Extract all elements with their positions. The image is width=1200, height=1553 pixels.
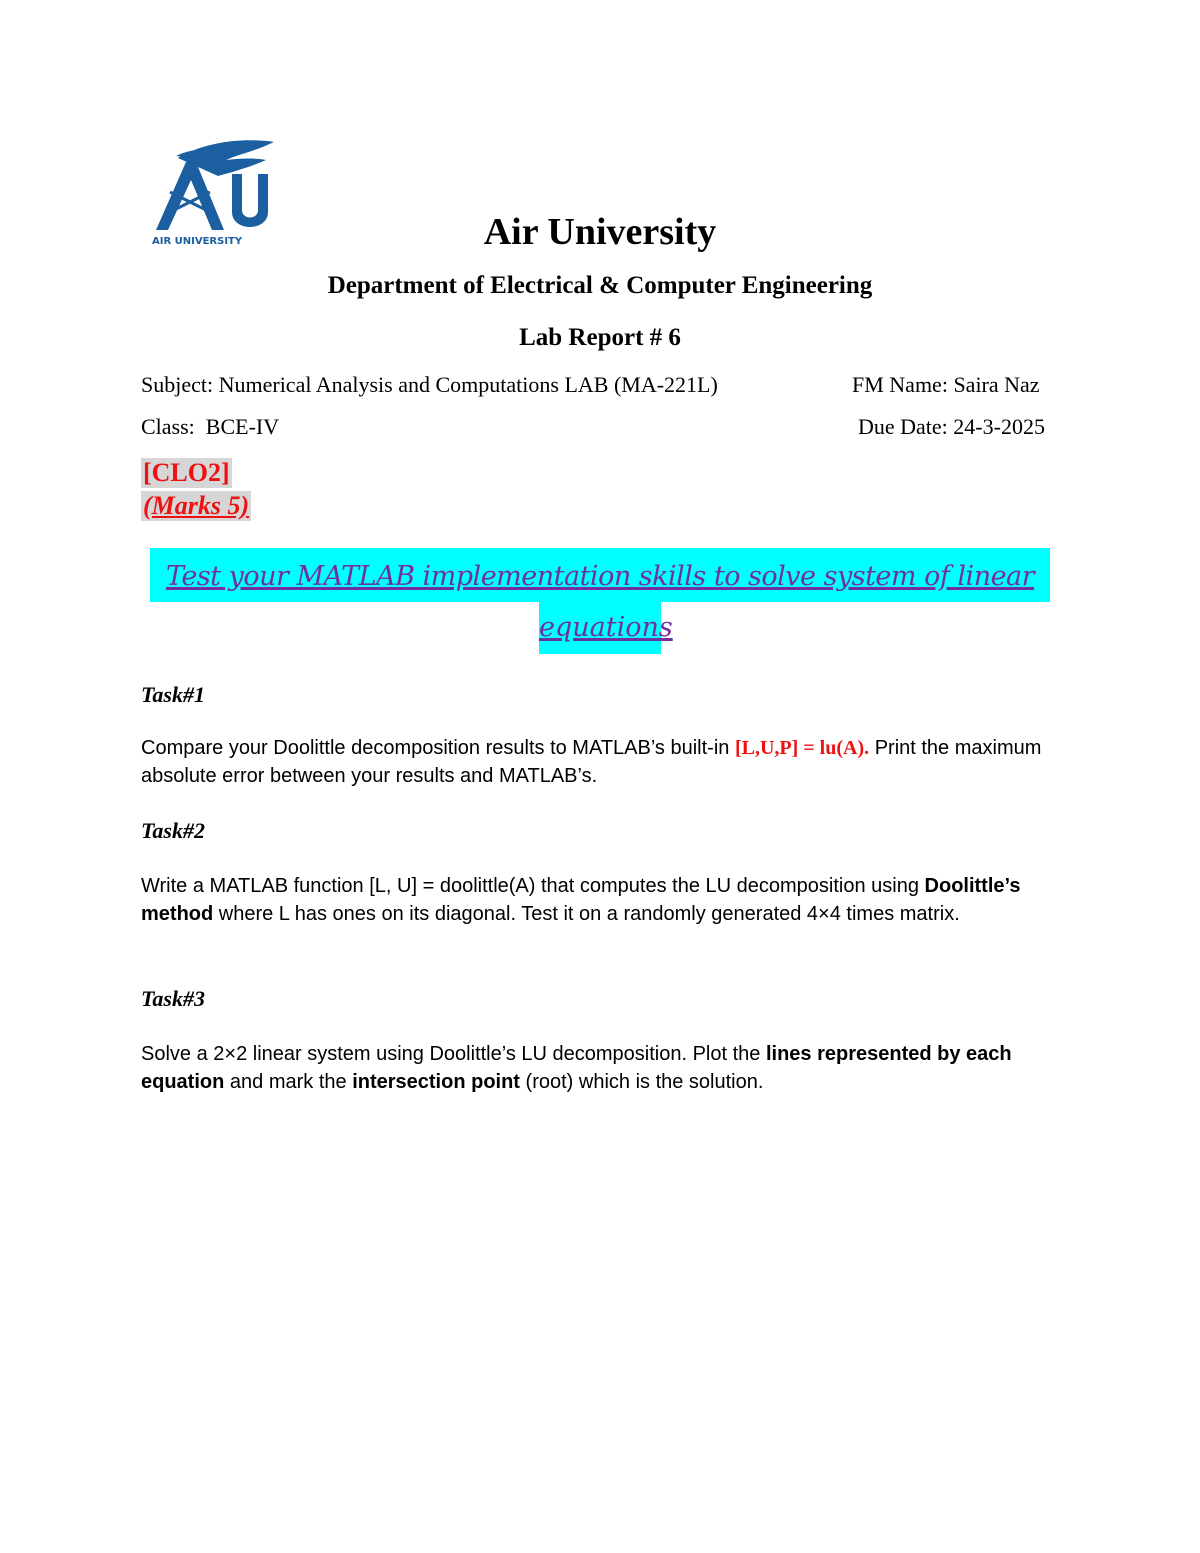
task-3-title: Task#3 bbox=[141, 986, 205, 1011]
due-date: Due Date: 24-3-2025 bbox=[858, 414, 1045, 439]
task-2-text-b: where L has ones on its diagonal. Test it on a randomly generated 4×4 times matrix. bbox=[213, 903, 960, 925]
task-2-bold-method: Doolittle’s method bbox=[141, 875, 1021, 925]
task-2-description bbox=[141, 872, 1066, 928]
task-2-text-a: Write a MATLAB function [L, U] = doolittle(A) that computes the LU decomposition using bbox=[141, 875, 925, 897]
clo-label: [CLO2] bbox=[143, 458, 230, 487]
task-1-code: [L,U,P] = lu(A). bbox=[734, 737, 870, 759]
task-3-text-b: and mark the bbox=[224, 1071, 353, 1093]
task-3-description bbox=[141, 1040, 1066, 1096]
faculty-name: FM Name: Saira Naz bbox=[852, 372, 1040, 397]
task-3-bold-lines: lines represented by each equation bbox=[141, 1043, 1012, 1093]
task-1-text-b: Print the maximum absolute error between your results and MATLAB’s. bbox=[141, 737, 1042, 787]
logo-text: AIR UNIVERSITY bbox=[152, 236, 243, 247]
task-3-text-c: (root) which is the solution. bbox=[519, 1071, 764, 1093]
class-line: Class: BCE-IV bbox=[141, 414, 280, 439]
lab-report-title: Lab Report # 6 bbox=[519, 324, 681, 351]
banner-title-line1: Test your MATLAB implementation skills to solve system of linear bbox=[150, 548, 1050, 602]
university-name: Air University bbox=[483, 211, 717, 253]
subject-line: Subject: Numerical Analysis and Computations LAB (MA-221L) bbox=[141, 372, 718, 397]
department-name: Department of Electrical & Computer Engineering bbox=[327, 272, 873, 299]
task-1-title: Task#1 bbox=[141, 682, 205, 707]
task-2-title: Task#2 bbox=[141, 818, 205, 843]
marks-label: (Marks 5) bbox=[143, 491, 250, 520]
task-3-text-a: Solve a 2×2 linear system using Doolittle’s LU decomposition. Plot the bbox=[141, 1043, 766, 1065]
task-1-text-a: Compare your Doolittle decomposition results to MATLAB’s built-in bbox=[141, 737, 735, 759]
banner-title-line2: equations bbox=[539, 602, 661, 654]
task-3-bold-intersection: intersection point bbox=[352, 1071, 520, 1093]
task-1-description bbox=[141, 734, 1066, 790]
